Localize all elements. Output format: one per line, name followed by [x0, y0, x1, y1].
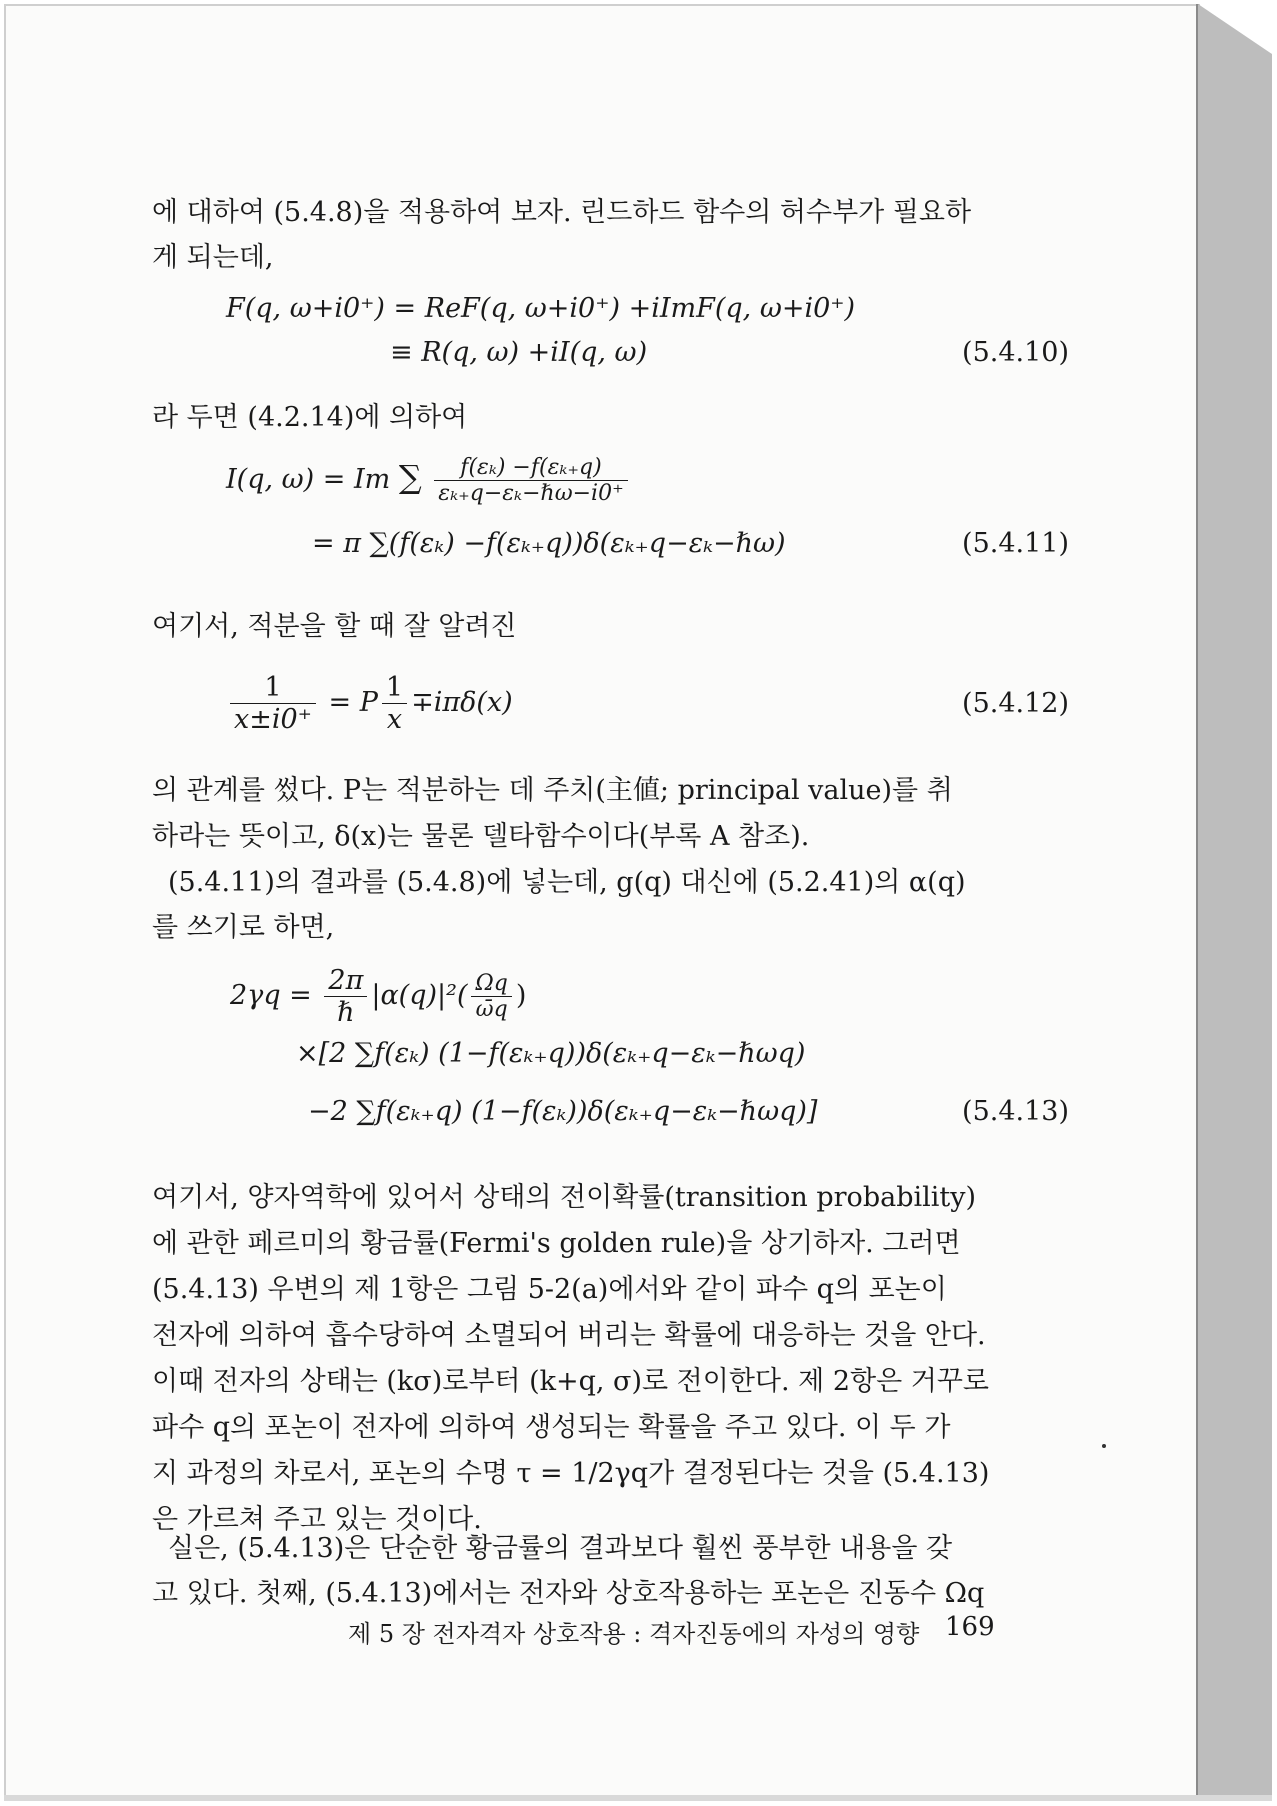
paragraph-line: 파수 q의 포논이 전자에 의하여 생성되는 확률을 주고 있다. 이 두 가 [152, 1412, 951, 1443]
equation-5-4-11-line2: = π ∑(f(εₖ) −f(εₖ₊q))δ(εₖ₊q−εₖ−ℏω) [312, 528, 786, 559]
paragraph-line: 여기서, 적분을 할 때 잘 알려진 [152, 611, 517, 642]
paragraph-line: 게 되는데, [152, 242, 274, 273]
paragraph-line: 지 과정의 차로서, 포논의 수명 τ = 1/2γq가 결정된다는 것을 (5.4.13) [152, 1458, 990, 1489]
paragraph-line: 실은, (5.4.13)은 단순한 황금률의 결과보다 훨씬 풍부한 내용을 갖 [168, 1533, 953, 1564]
speck [1102, 1444, 1106, 1448]
equation-number: (5.4.10) [962, 337, 1069, 368]
paragraph-line: 를 쓰기로 하면, [152, 912, 335, 943]
fraction-denominator: εₖ₊q−εₖ−ℏω−i0⁺ [438, 481, 624, 506]
fraction [382, 672, 407, 735]
equation-5-4-13-line3: −2 ∑f(εₖ₊q) (1−f(εₖ))δ(εₖ₊q−εₖ−ℏωq)] [308, 1096, 818, 1127]
paragraph-line: (5.4.11)의 결과를 (5.4.8)에 넣는데, g(q) 대신에 (5.2.41)의 α(q) [168, 867, 966, 898]
equation-5-4-13-line1 [230, 965, 526, 1028]
paragraph-line: 에 관한 페르미의 황금률(Fermi's golden rule)을 상기하자. 그러면 [152, 1228, 961, 1259]
fraction-denominator: x±i0⁺ [234, 704, 312, 735]
equation-5-4-10-line1: F(q, ω+i0⁺) = ReF(q, ω+i0⁺) +iImF(q, ω+i0⁺) [226, 293, 856, 324]
fraction-numerator: 2π [324, 965, 367, 997]
fraction-denominator: x [386, 704, 403, 735]
paragraph-line: (5.4.13) 우변의 제 1항은 그림 5-2(a)에서와 같이 파수 q의 포논이 [152, 1274, 947, 1305]
fraction [471, 971, 511, 1022]
paragraph-line: 여기서, 양자역학에 있어서 상태의 전이확률(transition probability) [152, 1182, 977, 1213]
equation-middle: = P [328, 687, 378, 718]
fraction-numerator: 1 [382, 672, 407, 704]
paragraph-line: 고 있다. 첫째, (5.4.13)에서는 전자와 상호작용하는 포논은 진동수 Ωq [152, 1578, 985, 1609]
fraction [324, 965, 367, 1028]
equation-lhs: 2γq = [230, 980, 312, 1011]
book-spine [1198, 4, 1272, 1801]
equation-number: (5.4.11) [962, 528, 1069, 559]
fraction-denominator: ℏ [337, 997, 355, 1028]
fraction [434, 455, 627, 506]
fraction-numerator: f(εₖ) −f(εₖ₊q) [434, 455, 627, 481]
equation-close: ) [515, 980, 527, 1011]
fraction-numerator: 1 [230, 672, 316, 704]
fraction-numerator: Ωq [471, 971, 511, 997]
equation-5-4-13-line2: ×[2 ∑f(εₖ) (1−f(εₖ₊q))δ(εₖ₊q−εₖ−ℏωq) [296, 1038, 806, 1069]
paragraph-line: 전자에 의하여 흡수당하여 소멸되어 버리는 확률에 대응하는 것을 안다. [152, 1320, 986, 1351]
equation-middle: |α(q)|²( [371, 980, 468, 1011]
fraction-denominator: ω̄q [475, 997, 508, 1022]
paragraph-line: 이때 전자의 상태는 (kσ)로부터 (k+q, σ)로 전이한다. 제 2항은 거꾸로 [152, 1366, 990, 1397]
page-shadow [4, 1795, 1272, 1801]
sum-symbol: ∑ [398, 458, 422, 496]
running-footer: 제 5 장 전자격자 상호작용 : 격자진동에의 자성의 영향 [348, 1620, 920, 1648]
equation-5-4-12 [226, 672, 513, 735]
paragraph-line: 하라는 뜻이고, δ(x)는 물론 델타함수이다(부록 A 참조). [152, 821, 810, 852]
paragraph-line: 의 관계를 썼다. P는 적분하는 데 주치(主値; principal value)를 취 [152, 775, 953, 806]
equation-lhs: I(q, ω) = Im [226, 464, 391, 495]
equation-tail: ∓iπδ(x) [411, 687, 513, 718]
equation-number: (5.4.12) [962, 688, 1069, 719]
fraction [230, 672, 316, 735]
paragraph-line: 에 대하여 (5.4.8)을 적용하여 보자. 린드하드 함수의 허수부가 필요하 [152, 197, 972, 228]
paragraph-line: 은 가르쳐 주고 있는 것이다. [152, 1504, 482, 1535]
page-number: 169 [945, 1612, 995, 1642]
equation-5-4-11-line1 [226, 455, 632, 506]
paragraph-line: 라 두면 (4.2.14)에 의하여 [152, 402, 468, 433]
equation-number: (5.4.13) [962, 1096, 1069, 1127]
equation-5-4-10-line2: ≡ R(q, ω) +iI(q, ω) [390, 337, 648, 368]
